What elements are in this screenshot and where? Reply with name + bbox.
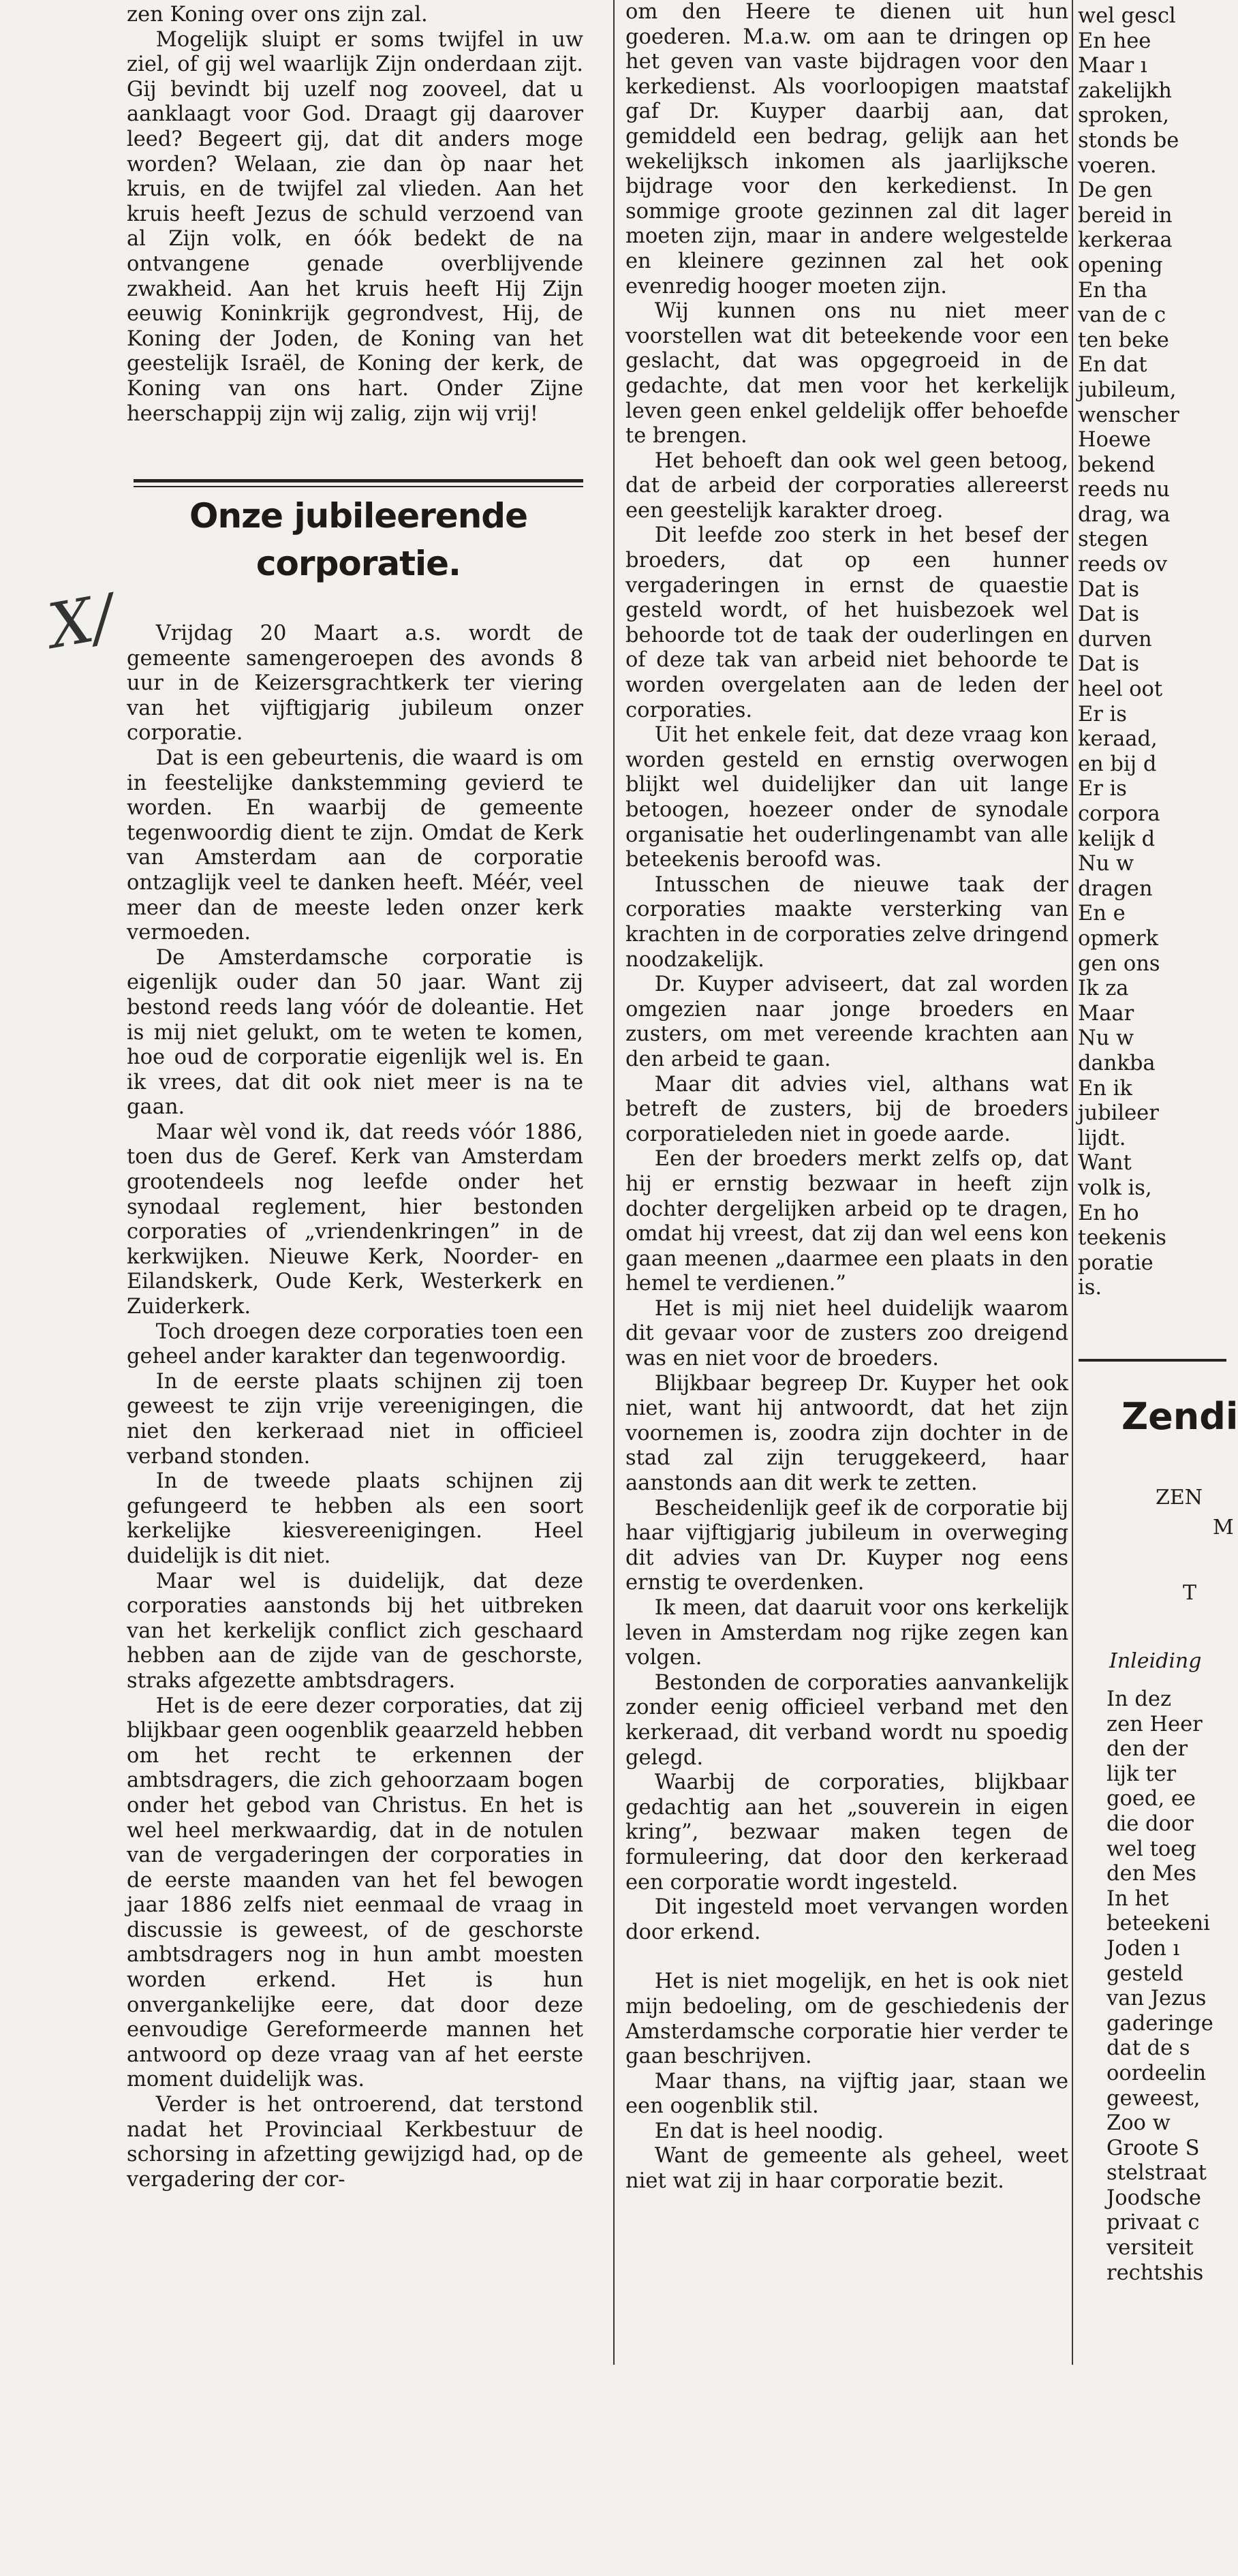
paragraph: Dr. Kuyper adviseert, dat zal worden omgezien naar jonge broeders en zusters, om met vereende krachten aan den arbeid te gaan.: [625, 972, 1068, 1071]
column-3-line: Zoo w: [1107, 2111, 1171, 2136]
column-3-line: lijdt.: [1078, 1126, 1126, 1150]
column-3-line: corpora: [1078, 802, 1160, 826]
column-3-line: wel gescl: [1078, 4, 1176, 28]
paragraph: Toch droegen deze corporaties toen een geheel ander karakter dan tegenwoordig.: [127, 1319, 583, 1369]
column-3-line: die door: [1107, 1811, 1194, 1836]
column-3-line: van Jezus: [1107, 1987, 1207, 2011]
headline: [134, 492, 583, 587]
column-3-subheading-3: T: [1183, 1581, 1197, 1605]
column-2: [625, 0, 1068, 2344]
column-3-line: Ik za: [1078, 977, 1129, 1001]
column-3-line: En dat: [1078, 353, 1147, 378]
column-3-line: Dat is: [1078, 602, 1139, 627]
column-3-line: zen Heer: [1107, 1712, 1203, 1736]
column-3-line: kelijk d: [1078, 827, 1156, 851]
column-1-top: [127, 3, 583, 480]
column-3-line: opening: [1078, 253, 1163, 277]
column-3-intro: Inleiding: [1109, 1649, 1202, 1673]
column-3-line: volk is,: [1078, 1176, 1152, 1200]
column-3-line: beteekeni: [1107, 1912, 1210, 1936]
paragraph: Verder is het ontroerend, dat terstond nadat het Provinciaal Kerkbestuur de schorsing in afzetting gewijzigd had, op de vergadering der cor-: [127, 2093, 583, 2192]
column-3-line: Groote S: [1107, 2136, 1200, 2160]
paragraph: Maar wel is duidelijk, dat deze corporaties aanstonds bij het uitbreken van het kerkelijk conflict zich geschaard hebben aan de zijde van de geschorste, straks afgezette ambtsdragers.: [127, 1569, 583, 1693]
column-3-line: In dez: [1107, 1687, 1172, 1711]
paragraph: Ik meen, dat daaruit voor ons kerkelijk leven in Amsterdam nog rijke zegen kan volgen.: [625, 1596, 1068, 1670]
paragraph: Uit het enkele feit, dat deze vraag kon worden gesteld en ernstig overwogen blijkt wel duidelijker dan uit lange betoogen, hoezeer onder de synodale organisatie het ouderlingenambt van alle beteekenis beroofd was.: [625, 723, 1068, 872]
column-3-line: opmerk: [1078, 926, 1158, 951]
paragraph: Het behoeft dan ook wel geen betoog, dat de arbeid der corporaties allereerst een geestelijk karakter droeg.: [625, 448, 1068, 523]
column-3-line: stegen: [1078, 527, 1149, 552]
column-3-line: geweest,: [1107, 2086, 1201, 2111]
column-3-line: dragen: [1078, 876, 1153, 901]
column-3-line: Maar ı: [1078, 54, 1147, 78]
column-3-line: Er is: [1078, 702, 1127, 726]
column-3-line: goed, ee: [1107, 1787, 1196, 1811]
paragraph: Waarbij de corporaties, blijkbaar gedachtig aan het „souverein in eigen kring”, bezwaar maken tegen de formuleering, dat door den kerkeraad een corporatie wordt ingesteld.: [625, 1770, 1068, 1895]
column-3-line: dankba: [1078, 1051, 1156, 1075]
column-3-line: versiteit: [1107, 2236, 1194, 2260]
paragraph: zen Koning over ons zijn zal.: [127, 3, 428, 27]
paragraph-gap: [625, 1945, 1068, 1969]
paragraph: Het is de eere dezer corporaties, dat zij blijkbaar geen oogenblik geaarzeld hebben om het recht te erkennen der ambtsdragers, die zich gehoorzaam bogen onder het gebod van Christus. En het is wel heel merkwaardig, dat in de notulen van de vergaderingen der corporaties in de eerste maanden van het fel bewogen jaar 1886 zelfs niet eenmaal de vraag in discussie is geweest, of de geschorste ambtsdragers nog in hun ambt moesten worden erkend. Het is hun onvergankelijke eere, dat door deze eenvoudige Gereformeerde mannen het antwoord op deze vraag van af het eerste moment duidelijk was.: [127, 1693, 583, 2092]
column-3-line: bereid in: [1078, 203, 1173, 228]
paragraph: om den Heere te dienen uit hun goederen. M.a.w. om aan te dringen op het geven van vaste bijdragen voor den kerkedienst. Als voorloopigen maatstaf gaf Dr. Kuyper daarbij aan, dat gemiddeld een bedrag, gelijk aan het wekelijksch inkomen als jaarlijksche bijdrage voor den kerkedienst. In sommige groote gezinnen zal dit lager moeten zijn, maar in andere welgestelde en kleinere gezinnen zal het ook evenredig hooger moeten zijn.: [625, 0, 1068, 298]
column-rule-1: [613, 0, 615, 2365]
column-3-line: poratie: [1078, 1251, 1154, 1275]
margin-mark: X/: [43, 581, 119, 663]
headline-rule-top: [134, 479, 583, 482]
column-3-line: De gen: [1078, 179, 1153, 203]
column-3-line: wenscher: [1078, 403, 1179, 427]
paragraph: Dat is een gebeurtenis, die waard is om in feestelijke dankstemming gevierd te worden. En waarbij de gemeente tegenwoordig dient te zijn. Omdat de Kerk van Amsterdam aan de corporatie ontzaglijk veel te danken heeft. Méér, veel meer dan de meeste leden onzer kerk vermoeden.: [127, 746, 583, 945]
column-3-bottom: [1107, 1687, 1226, 2355]
paragraph: Intusschen de nieuwe taak der corporaties maakte versterking van krachten in de corporaties zelve dringend noodzakelijk.: [625, 872, 1068, 972]
column-3-line: rechtshis: [1107, 2260, 1204, 2285]
paragraph: Het is mij niet heel duidelijk waarom dit gevaar voor de zusters zoo dreigend was en niet voor de broeders.: [625, 1296, 1068, 1371]
column-3-line: lijk ter: [1107, 1762, 1177, 1786]
column-3-line: jubileer: [1078, 1101, 1159, 1126]
paragraph: Het is niet mogelijk, en het is ook niet mijn bedoeling, om de geschiedenis der Amsterdamsche corporatie hier verder te gaan beschrijven.: [625, 1969, 1068, 2069]
column-3-line: drag, wa: [1078, 502, 1171, 527]
column-3-line: Joodsche: [1107, 2186, 1201, 2210]
column-3-line: Joden ı: [1107, 1936, 1180, 1961]
column-3-line: van de c: [1078, 303, 1166, 328]
column-3-line: Er is: [1078, 777, 1127, 801]
column-3-line: kerkeraa: [1078, 228, 1173, 253]
column-3-line: zakelijkh: [1078, 78, 1172, 103]
paragraph: Maar thans, na vijftig jaar, staan we een oogenblik stil.: [625, 2069, 1068, 2119]
column-3-line: Nu w: [1078, 1026, 1134, 1051]
headline-line-2: corporatie.: [256, 544, 461, 583]
paragraph: Mogelijk sluipt er soms twijfel in uw ziel, of gij wel waarlijk Zijn onderdaan zijt. Gij bevindt bij uzelf nog zooveel, dat u aanklaagt voor God. Draagt gij daarover leed? Begeert gij, dat dit anders moge worden? Welaan, zie dan òp naar het kruis, en de twijfel zal vlieden. Aan het kruis heeft Jezus de schuld verzoend van al Zijn volk, en óók bedekt de na ontvangene genade overblijvende zwakheid. Aan het kruis heeft Hij Zijn eeuwig Koninkrijk gegrondvest, Hij, de Koning der Joden, de Koning van het geestelijk Israël, de Koning der kerk, de Koning van ons hart. Onder Zijne heerschappij zijn wij zalig, zijn wij vrij!: [127, 27, 583, 426]
paragraph: De Amsterdamsche corporatie is eigenlijk ouder dan 50 jaar. Want zij bestond reeds lang vóór de doleantie. Het is mij niet gelukt, om te weten te komen, hoe oud de corporatie eigenlijk wel is. En ik vrees, dat dit ook niet meer is na te gaan.: [127, 945, 583, 1120]
column-3-line: dat de s: [1107, 2036, 1190, 2061]
paragraph: Vrijdag 20 Maart a.s. wordt de gemeente samengeroepen des avonds 8 uur in de Keizersgrachtkerk ter viering van het vijftigjarig jubileum onzer corporatie.: [127, 622, 583, 746]
column-3-line: Maar: [1078, 1001, 1134, 1026]
paragraph: Blijkbaar begreep Dr. Kuyper het ook niet, want hij antwoordt, dat het zijn voornemen is, zoodra zijn dochter in de stad zal zijn teruggekeerd, haar aanstonds aan dit werk te zetten.: [625, 1371, 1068, 1496]
column-3-line: wel toeg: [1107, 1837, 1196, 1861]
column-3-line: En ik: [1078, 1076, 1132, 1101]
column-3-line: en bij d: [1078, 752, 1157, 776]
column-3-line: En hee: [1078, 29, 1151, 53]
column-3-line: reeds nu: [1078, 478, 1170, 502]
column-3-line: Nu w: [1078, 852, 1134, 876]
paragraph: Wij kunnen ons nu niet meer voorstellen wat dit beteekende voor een geslacht, dat was opgegroeid in de gedachte, dat men voor het kerkelijk leven geen enkel geldelijk offer behoefde te brengen.: [625, 299, 1068, 448]
paragraph: Dit leefde zoo sterk in het besef der broeders, dat op een hunner vergaderingen in ernst de quaestie gesteld wordt, of het huisbezoek wel behoorde tot de taak der ouderlingen en of deze tak van arbeid niet behoorde te worden overgelaten aan de leden der corporaties.: [625, 523, 1068, 722]
column-3-line: heel oot: [1078, 677, 1163, 702]
column-3-line: En ho: [1078, 1201, 1139, 1225]
column-3-line: gesteld: [1107, 1961, 1183, 1986]
column-3-line: voeren.: [1078, 153, 1157, 178]
paragraph: En dat is heel noodig.: [654, 2119, 884, 2143]
column-3-lines: [1078, 4, 1226, 1301]
column-3-line: Dat is: [1078, 652, 1139, 677]
column-1-article: [127, 622, 583, 2366]
paragraph: Dit ingesteld moet vervangen worden door erkend.: [625, 1895, 1068, 1944]
paragraph: Maar dit advies viel, althans wat betreft de zusters, bij de broeders corporatieleden niet in goede aarde.: [625, 1072, 1068, 1146]
headline-line-1: Onze jubileerende: [189, 496, 527, 536]
column-3-line: Hoewe: [1078, 428, 1151, 453]
paragraph: Een der broeders merkt zelfs op, dat hij er ernstig bezwaar in heeft zijn dochter dergelijken arbeid op te dragen, omdat hij vreest, dat zij dan wel eens kon gaan meenen „daarmee een plaats in den hemel te verdienen.”: [625, 1147, 1068, 1296]
column-3-line: den Mes: [1107, 1862, 1196, 1886]
column-3-heading: Zendi: [1121, 1395, 1238, 1438]
column-3-line: is.: [1078, 1276, 1102, 1300]
column-3-line: stonds be: [1078, 128, 1179, 153]
column-3-line: reeds ov: [1078, 553, 1168, 577]
column-3-rule: [1079, 1359, 1226, 1362]
column-3-top: [1078, 4, 1226, 1360]
column-rule-2: [1072, 0, 1073, 2365]
paragraph: Maar wèl vond ik, dat reeds vóór 1886, toen dus de Geref. Kerk van Amsterdam grootendeels nog leefde onder het synodaal reglement, hier bestonden corporaties of „vriendenkringen” in de kerkwijken. Nieuwe Kerk, Noorder- en Eilandskerk, Oude Kerk, Westerkerk en Zuiderkerk.: [127, 1120, 583, 1319]
column-3-line: keraad,: [1078, 727, 1158, 752]
column-3-line: stelstraat: [1107, 2161, 1207, 2186]
column-3-line: den der: [1107, 1737, 1188, 1762]
column-3-line: In het: [1107, 1886, 1169, 1911]
column-3-lines-bottom: [1107, 1687, 1226, 2286]
column-3-subheading-2: M: [1213, 1516, 1234, 1539]
column-3-subheading-1: ZEN: [1156, 1486, 1203, 1509]
column-3-line: teekenis: [1078, 1226, 1166, 1251]
paragraph: Want de gemeente als geheel, weet niet wat zij in haar corporatie bezit.: [625, 2144, 1068, 2194]
column-3-line: bekend: [1078, 453, 1156, 477]
column-3-line: Dat is: [1078, 577, 1139, 602]
column-3-line: sproken,: [1078, 104, 1169, 128]
paragraph: In de eerste plaats schijnen zij toen geweest te zijn vrije vereenigingen, die niet den kerkeraad niet in officieel verband stonden.: [127, 1369, 583, 1469]
column-3-line: En e: [1078, 902, 1126, 926]
column-3-line: durven: [1078, 627, 1152, 651]
column-3-line: privaat c: [1107, 2211, 1200, 2235]
column-3-line: ten beke: [1078, 328, 1169, 352]
paragraph: In de tweede plaats schijnen zij gefungeerd te hebben als een soort kerkelijke kiesvereenigingen. Heel duidelijk is dit niet.: [127, 1469, 583, 1568]
column-3-line: gen ons: [1078, 951, 1160, 976]
paragraph: Bestonden de corporaties aanvankelijk zonder eenig officieel verband met den kerkeraad, dit verband wordt nu spoedig gelegd.: [625, 1670, 1068, 1770]
column-3-line: gaderinge: [1107, 2011, 1213, 2036]
column-3-line: oordeelin: [1107, 2061, 1207, 2085]
column-3-line: Want: [1078, 1151, 1132, 1176]
column-3-line: En tha: [1078, 278, 1147, 303]
headline-rule-bottom: [134, 486, 583, 487]
column-3-line: jubileum,: [1078, 378, 1177, 402]
paragraph: Bescheidenlijk geef ik de corporatie bij haar vijftigjarig jubileum in overweging dit advies van Dr. Kuyper nog eens ernstig te overdenken.: [625, 1496, 1068, 1595]
